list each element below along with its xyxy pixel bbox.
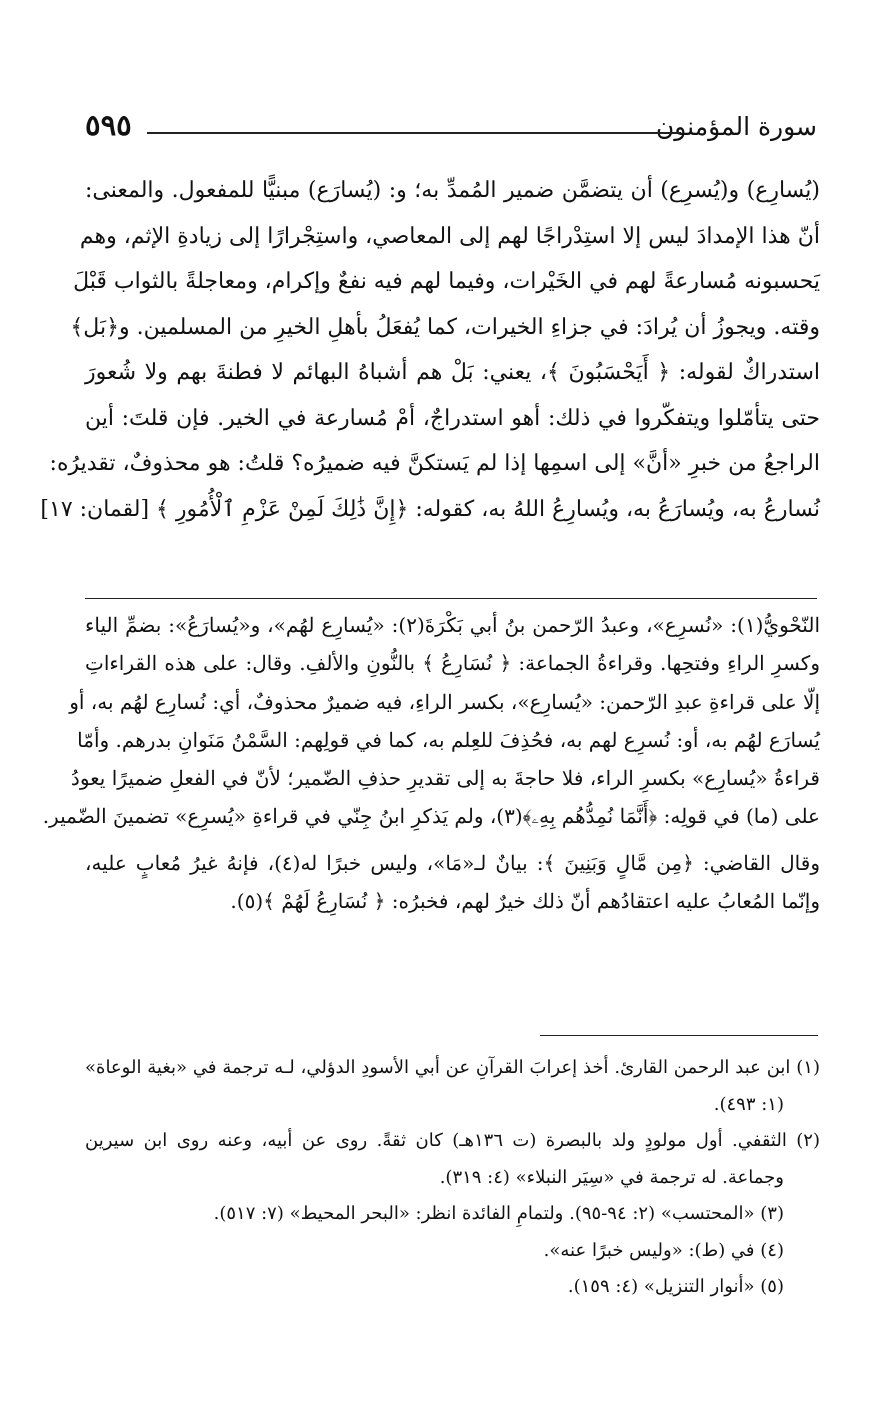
main-text-line: حتى يتأمّلوا ويتفكّروا في ذلك: أهو استدراجٌ، أمْ مُسارعة في الخير. فإن قلتَ: أين <box>85 405 820 431</box>
text-divider <box>85 598 817 599</box>
commentary-line: يُسارَع لهُم به، أو: نُسرِع لهم به، فحُذِفَ للعِلم به، كما في قولِهم: السَّمْنُ مَنَوانِ بدرهم. وأمّا <box>77 727 820 752</box>
page-number: ٥٩٥ <box>85 108 132 142</box>
main-text-block <box>40 168 820 532</box>
page-header <box>85 108 817 148</box>
commentary-line: النّحْويُّ(١): «نُسرِع»، وعبدُ الرّحمن بنُ أبي بَكْرَةَ(٢): «يُسارِع لهُم»، و«يُسارَعُ»: بضمِّ الياء <box>85 613 820 637</box>
main-text-line: يَحسبونه مُسارعةً لهم في الخَيْرات، وفيما لهم فيه نفعٌ وإكرام، ومعاجلةً بالثواب قَبْلَ <box>73 269 820 294</box>
footnotes-block <box>85 1050 820 1306</box>
footnote-line: (٢) الثقفي. أول مولودٍ ولد بالبصرة (ت ١٣٦هـ) كان ثقةً. روى عن أبيه، وعنه روى ابن سيرين <box>85 1130 820 1151</box>
footnote-line: (١: ٤٩٣). <box>713 1093 784 1115</box>
footnote-divider <box>540 1035 818 1036</box>
main-text-line: استدراكٌ لقوله: ﴿ أَيَحْسَبُونَ ﴾، يعني: بَلْ هم أشباهُ البهائم لا فطنةَ بهم ولا شُعورَ <box>85 360 820 385</box>
commentary-line: قراءةُ «يُسارِع» بكسرِ الراء، فلا حاجةَ به إلى تقديرِ حذفِ الضّمير؛ لأنّ في الفعلِ ضميرًا يعودُ <box>70 766 820 791</box>
main-text-line: أنّ هذا الإمدادَ ليس إلا استِدْراجًا لهم إلى المعاصي، واستِجْرارًا إلى زيادةِ الإثم، وهم <box>79 223 820 249</box>
main-text-line: الراجعُ من خبرِ «أنَّ» إلى اسمِها إذا لم يَستكنَّ فيه ضميرُه؟ قلتُ: هو محذوفٌ، تقديرُه: <box>49 451 820 476</box>
main-text-line: وقته. ويجوزُ أن يُرادَ: في جزاءِ الخيرات، كما يُفعَلُ بأهلِ الخيرِ من المسلمين. و﴿بَل﴾ <box>70 314 820 340</box>
main-text-line: (يُسارِع) و(يُسرِع) أن يتضمَّن ضمير المُمدِّ به؛ و: (يُسارَع) مبنيًّا للمفعول. والمعنى: <box>85 178 820 203</box>
footnote-line: وجماعة. له ترجمة في «سِيَر النبلاء» (٤: ٣١٩). <box>439 1166 784 1188</box>
footnote-line: (٥) «أنوار التنزيل» (٤: ١٥٩). <box>567 1276 784 1297</box>
main-text-line: نُسارعُ به، ويُسارَعُ به، ويُسارِعُ اللهُ به، كقوله: ﴿إِنَّ ذَٰلِكَ لَمِنْ عَزْمِ ٱلْأُمُورِ ﴾ [لقمان: ١٧] <box>40 496 820 522</box>
commentary-line: وقال القاضي: ﴿مِن مَّالٍ وَبَنِينَ ﴾: بيانٌ لـ«مَا»، وليس خبرًا له(٤)، فإنهُ غيرُ مُعابٍ عليه، <box>85 850 820 875</box>
footnote-line: (٤) في (ط): «وليس خبرًا عنه». <box>543 1239 784 1261</box>
commentary-line: وكسرِ الراءِ وفتحِها. وقراءةُ الجماعة: ﴿ نُسَارِعُ ﴾ بالنُّونِ والألفِ. وقال: على هذه القراءاتِ <box>85 651 820 676</box>
header-rule <box>147 132 681 134</box>
commentary-block <box>42 606 820 920</box>
commentary-line: على (ما) في قولِه: ﴿أَنَّمَا نُمِدُّهُم بِهِۦ﴾(٣)، ولم يَذكرِ ابنُ جِنّي في قراءةِ «يُسرِع» تضمينَ الضّمير. <box>42 804 820 829</box>
commentary-line: وإنّما المُعابُ عليه اعتقادُهم أنّ ذلك خيرٌ لهم، فخبرُه: ﴿ نُسَارِعُ لَهُمْ ﴾(٥). <box>230 889 820 914</box>
surah-title: سورة المؤمنون <box>655 112 817 141</box>
commentary-line: إلّا على قراءةِ عبدِ الرّحمن: «يُسارِع»، بكسر الراءِ، فيه ضميرٌ محذوفٌ، أي: نُسارِع لهُم به، أو <box>69 689 820 714</box>
footnote-line: (١) ابن عبد الرحمن القارئ. أخذ إعرابَ القرآنِ عن أبي الأسودِ الدؤلي، لـه ترجمة في «بغية الوعاة» <box>85 1057 820 1078</box>
footnote-line: (٣) «المحتسب» (٢: ٩٤-٩٥). ولتمامِ الفائدة انظر: «البحر المحيط» (٧: ٥١٧). <box>213 1203 784 1224</box>
